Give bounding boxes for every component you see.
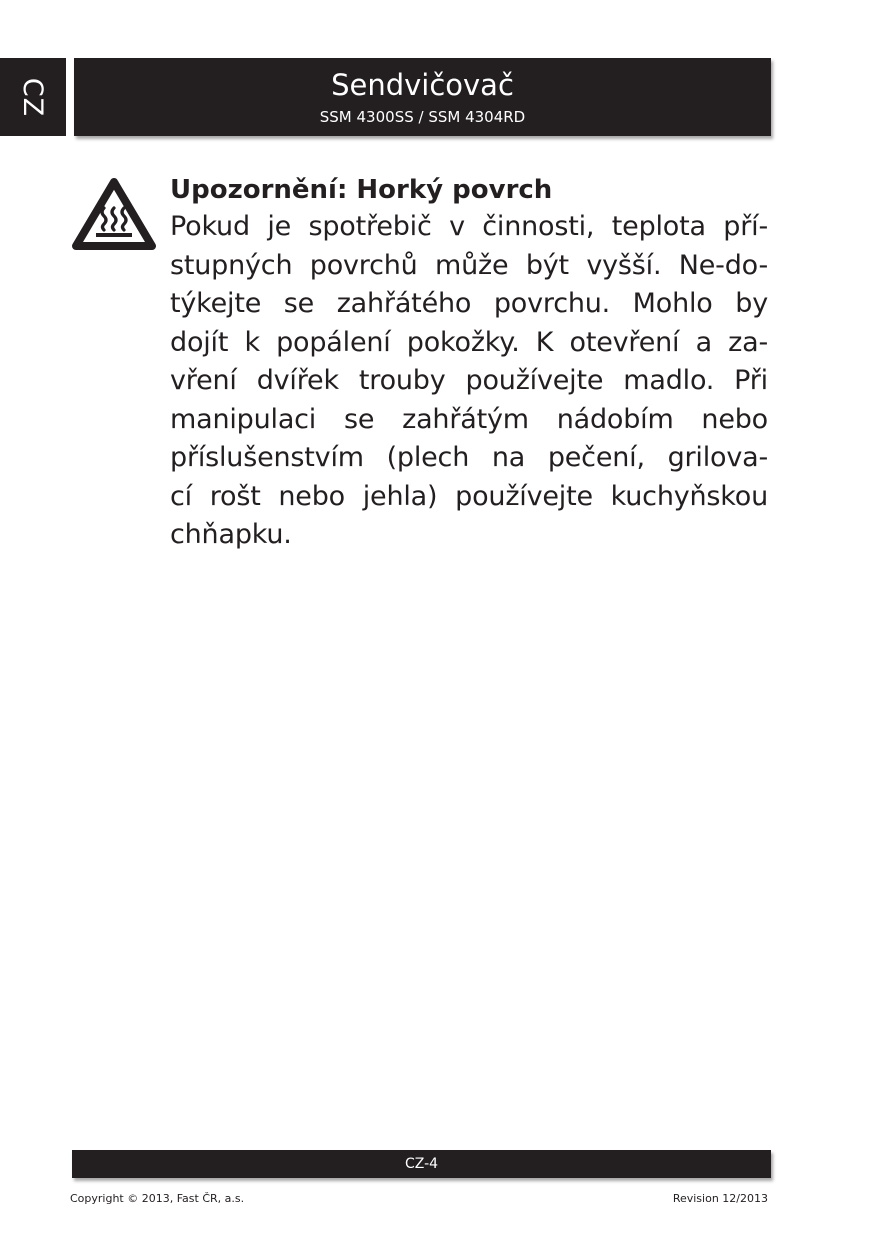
warning-body-line: Pokud je spotřebič v činnosti, teplota pří-	[170, 211, 768, 242]
warning-body-line: manipulaci se zahřátým nádobím nebo	[170, 403, 768, 435]
language-tab	[0, 58, 66, 136]
warning-body	[170, 208, 768, 555]
page-number-bar	[72, 1150, 771, 1178]
warning-body-line: stupných povrchů může být vyšší. Ne-do-	[170, 249, 768, 281]
page-number: CZ-4	[404, 1156, 439, 1172]
header-bar	[74, 58, 771, 136]
warning-body-line: vření dvířek trouby používejte madlo. Při	[170, 365, 768, 396]
revision-text: Revision 12/2013	[672, 1192, 768, 1205]
hot-surface-warning-icon	[70, 176, 158, 252]
warning-body-line: příslušenstvím (plech na pečení, grilova-	[170, 442, 768, 473]
warning-section	[170, 172, 768, 555]
page-title: Sendvičovač	[331, 68, 514, 102]
model-subtitle: SSM 4300SS / SSM 4304RD	[319, 108, 526, 126]
copyright-text: Copyright © 2013, Fast ČR, a.s.	[70, 1192, 245, 1205]
warning-body-line: cí rošt nebo jehla) používejte kuchyňskou	[170, 480, 768, 512]
language-tab-label: CZ	[17, 77, 49, 117]
warning-body-line: týkejte se zahřátého povrchu. Mohlo by	[170, 288, 768, 319]
warning-body-line: chňapku.	[170, 519, 292, 550]
warning-body-line: dojít k popálení pokožky. K otevření a za-	[170, 326, 768, 358]
warning-heading: Upozornění: Horký povrch	[170, 175, 553, 205]
